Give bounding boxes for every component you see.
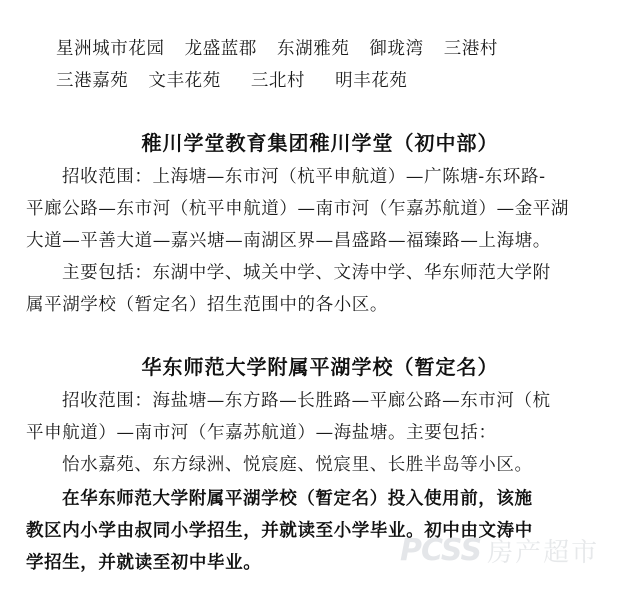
section-1-heading: 稚川学堂教育集团稚川学堂（初中部） bbox=[141, 131, 499, 155]
section-1-line: 属平湖学校（暂定名）招生范围中的各小区。 bbox=[26, 295, 388, 315]
watermark bbox=[400, 528, 636, 572]
neighborhood-name: 龙盛蓝郡 bbox=[184, 39, 258, 59]
section-1-line: 平廊公路—东市河（杭平申航道）—南市河（乍嘉苏航道）—金平湖 bbox=[26, 199, 569, 219]
notice-line: 学招生，并就读至初中毕业。 bbox=[26, 553, 262, 573]
section-1-line: 主要包括：东湖中学、城关中学、文涛中学、华东师范大学附 bbox=[62, 263, 551, 283]
neighborhood-name: 明丰花苑 bbox=[335, 71, 408, 91]
notice-line: 在华东师范大学附属平湖学校（暂定名）投入使用前，该施 bbox=[62, 489, 533, 509]
intro-line-2 bbox=[56, 69, 408, 93]
section-1-line: 招收范围：上海塘—东市河（杭平申航道）—广陈塘-东环路- bbox=[62, 167, 546, 187]
neighborhood-name: 御珑湾 bbox=[369, 39, 424, 59]
neighborhood-name: 文丰花苑 bbox=[148, 71, 221, 91]
section-2-line: 平申航道）—南市河（乍嘉苏航道）—海盐塘。主要包括： bbox=[26, 423, 497, 443]
intro-line-1 bbox=[56, 37, 498, 61]
neighborhood-name: 三北村 bbox=[250, 71, 306, 91]
watermark-logo: PCSS bbox=[400, 532, 482, 568]
notice-line: 教区内小学由叔同小学招生，并就读至小学毕业。初中由文涛中 bbox=[26, 521, 533, 541]
watermark-text: 房产超市 bbox=[487, 537, 600, 568]
neighborhood-name: 三港嘉苑 bbox=[56, 71, 129, 91]
section-2-heading: 华东师范大学附属平湖学校（暂定名） bbox=[141, 355, 499, 379]
neighborhood-name: 星洲城市花园 bbox=[56, 39, 165, 59]
section-2-line: 怡水嘉苑、东方绿洲、悦宸庭、悦宸里、长胜半岛等小区。 bbox=[62, 455, 533, 475]
section-1-line: 大道—平善大道—嘉兴塘—南湖区界—昌盛路—福臻路—上海塘。 bbox=[26, 231, 551, 251]
section-2-line: 招收范围：海盐塘—东方路—长胜路—平廊公路—东市河（杭 bbox=[62, 391, 551, 411]
neighborhood-name: 三港村 bbox=[443, 39, 499, 59]
neighborhood-name: 东湖雅苑 bbox=[277, 39, 350, 59]
